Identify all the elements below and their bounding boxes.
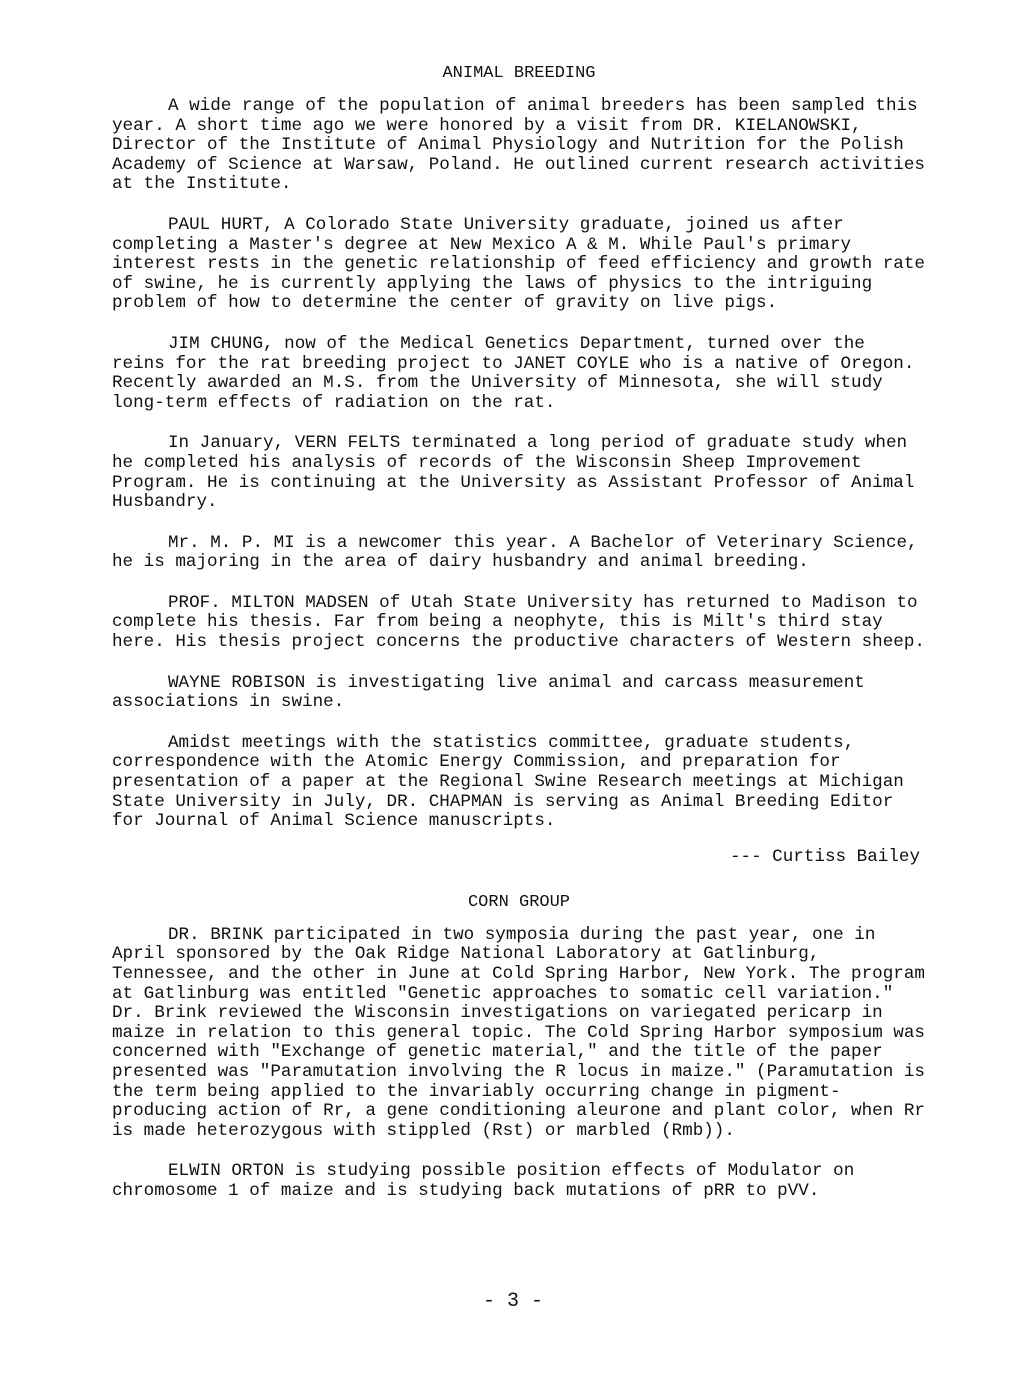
paragraph: PROF. MILTON MADSEN of Utah State University has returned to Madison to complete his thesis. Far from being a neophyte, this is Milt's third stay here. His thesis project concerns the productive characters of Western sheep.	[112, 592, 925, 653]
paragraph: PAUL HURT, A Colorado State University graduate, joined us after completing a Master's degree at New Mexico A & M. While Paul's primary interest rests in the genetic relationship of feed efficiency and growth rate of swine, he is currently applying the laws of physics to the intriguing problem of how to determine the center of gravity on live pigs.	[112, 214, 925, 314]
paragraph: ELWIN ORTON is studying possible position effects of Modulator on chromosome 1 of maize and is studying back mutations of pRR to pVV.	[112, 1161, 855, 1201]
paragraph: Amidst meetings with the statistics committee, graduate students, correspondence with the Atomic Energy Commission, and preparation for presentation of a paper at the Regional Swine Research meetings at Michigan State University in July, DR. CHAPMAN is serving as Animal Breeding Editor for Journal of Animal Science manuscripts.	[112, 732, 904, 832]
section-heading-corn-group: CORN GROUP	[467, 892, 571, 912]
paragraph: A wide range of the population of animal breeders has been sampled this year. A short time ago we were honored by a visit from DR. KIELANOWSKI, Director of the Institute of Animal Physiology and Nutrition for the Polish Academy of Science at Warsaw, Poland. He outlined current research activities at the Institute.	[112, 96, 925, 195]
paragraph: JIM CHUNG, now of the Medical Genetics Department, turned over the reins for the rat breeding project to JANET COYLE who is a native of Oregon. Recently awarded an M.S. from the University of Minnesota, she will study long-term effects of radiation on the rat.	[112, 333, 915, 413]
paragraph: DR. BRINK participated in two symposia during the past year, one in April sponsored by the Oak Ridge National Laboratory at Gatlinburg, Tennessee, and the other in June at Cold Spring Harbor, New York. The program at Gatlinburg was entitled "Genetic approaches to somatic cell variation." Dr. Brink reviewed the Wisconsin investigations on variegated pericarp in maize in relation to this general topic. The Cold Spring Harbor symposium was concerned with "Exchange of genetic material," and the title of the paper presented was "Paramutation involving the R locus in maize." (Paramutation is the term being applied to the invariably occurring change in pigment-producing action of Rr, a gene conditioning aleurone and plant color, when Rr is made heterozygous with stippled (Rst) or marbled (Rmb)).	[112, 924, 925, 1141]
page-number: - 3 -	[482, 1290, 543, 1313]
paragraph: WAYNE ROBISON is investigating live animal and carcass measurement associations in swine.	[112, 672, 865, 713]
author-signature: --- Curtiss Bailey	[729, 846, 920, 867]
section-heading-animal-breeding: ANIMAL BREEDING	[442, 64, 596, 83]
paragraph: In January, VERN FELTS terminated a long period of graduate study when he completed his analysis of records of the Wisconsin Sheep Improvement Program. He is continuing at the University as Assistant Professor of Animal Husbandry.	[112, 433, 915, 513]
paragraph: Mr. M. P. MI is a newcomer this year. A Bachelor of Veterinary Science, he is majoring in the area of dairy husbandry and animal breeding.	[112, 532, 918, 573]
